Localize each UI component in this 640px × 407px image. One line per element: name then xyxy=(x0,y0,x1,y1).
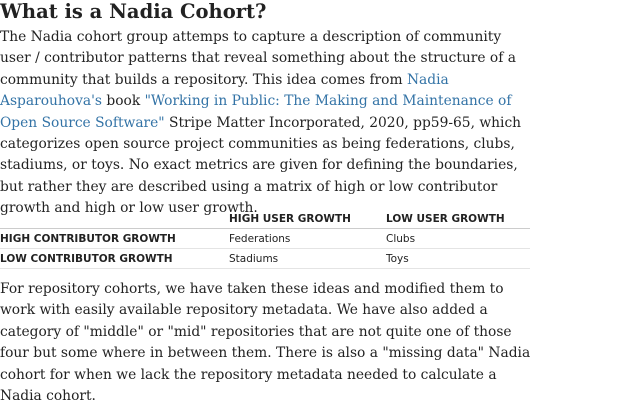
nadia-matrix-table xyxy=(0,210,530,269)
book-link[interactable]: "Working in Public: The Making and Maintenance of Open Source Software" xyxy=(0,93,512,131)
intro-paragraph xyxy=(0,27,534,220)
row-label-low-contributor-growth: LOW CONTRIBUTOR GROWTH xyxy=(0,252,173,265)
intro-text-book-word: book xyxy=(101,93,145,110)
table-row xyxy=(0,229,530,249)
cell-toys: Toys xyxy=(386,252,409,265)
table-row xyxy=(0,249,530,269)
intro-text-before-author: The Nadia cohort group attemps to capture a description of community user / contributor patterns that reveal something about the structure of a community that builds a repository. This idea comes from xyxy=(0,29,516,88)
closing-paragraph: For repository cohorts, we have taken these ideas and modified them to work with easily available repository metadata. We have also added a category of "middle" or "mid" repositories that are not quite one of those four but some where in between them. There is also a "missing data" Nadia cohort for when we lack the repository metadata needed to calculate a Nadia cohort. xyxy=(0,281,531,405)
table-header-low-user-growth: LOW USER GROWTH xyxy=(386,210,530,229)
table-header-row xyxy=(0,210,530,229)
cell-stadiums: Stadiums xyxy=(229,252,279,265)
table-header-high-user-growth: HIGH USER GROWTH xyxy=(229,210,386,229)
intro-text-after-book: Stripe Matter Incorporated, 2020, pp59-65, which categorizes open source project communities as being federations, clubs, stadiums, or toys. No exact metrics are given for defining the boundaries, but rather they are described using a matrix of high or low contributor growth and high or low user growth. xyxy=(0,114,522,217)
cell-clubs: Clubs xyxy=(386,232,416,245)
table-header-corner xyxy=(0,210,229,229)
section-heading: What is a Nadia Cohort? xyxy=(0,0,267,23)
row-label-high-contributor-growth: HIGH CONTRIBUTOR GROWTH xyxy=(0,232,176,245)
author-link[interactable]: Nadia Asparouhova's xyxy=(0,71,449,110)
cell-federations: Federations xyxy=(229,232,291,245)
